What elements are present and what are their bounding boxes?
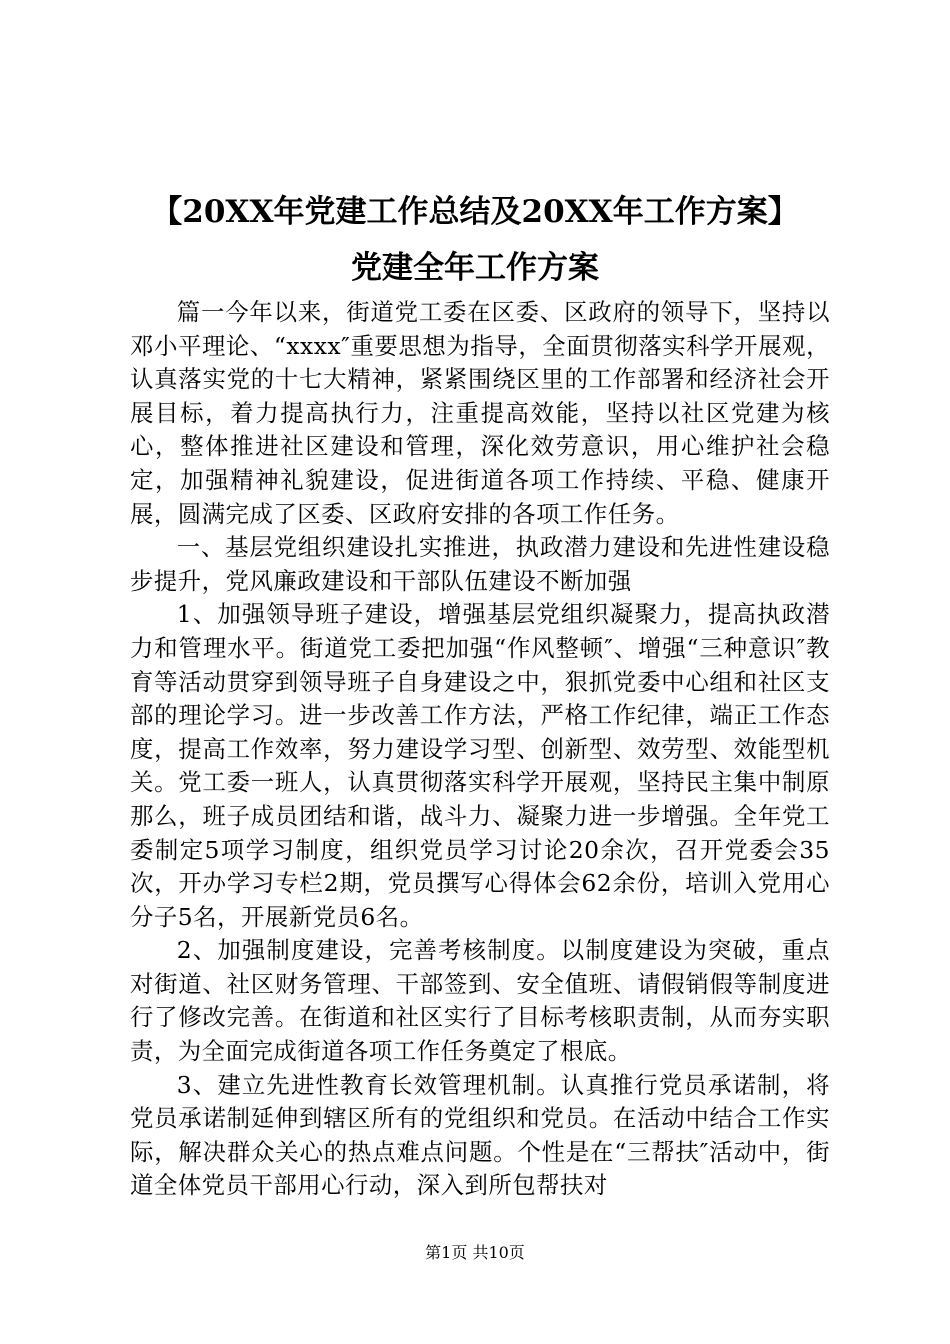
paragraph-section-1-heading: 一、基层党组织建设扎实推进，执政潜力建设和先进性建设稳步提升，党风廉政建设和干部队伍建设不断加强 [130, 533, 830, 595]
page-footer: 第1页 共10页 [425, 1243, 525, 1262]
paragraph-intro: 篇一今年以来，街道党工委在区委、区政府的领导下，坚持以邓小平理论、“xxxx″重要思想为指导，全面贯彻落实科学开展观，认真落实党的十七大精神，紧紧围绕区里的工作部署和经济社会开展目标，着力提高执行力，注重提高效能，坚持以社区党建为核心，整体推进社区建设和管理，深化效劳意识，用心维护社会稳定，加强精神礼貌建设，促进街道各项工作持续、平稳、健康开展，圆满完成了区委、区政府安排的各项工作任务。 [130, 298, 830, 528]
paragraph-item-1: 1、加强领导班子建设，增强基层党组织凝聚力，提高执政潜力和管理水平。街道党工委把加强“作风整顿″、增强“三种意识″教育等活动贯穿到领导班子自身建设之中，狠抓党委中心组和社区支部的理论学习。进一步改善工作方法，严格工作纪律，端正工作态度，提高工作效率，努力建设学习型、创新型、效劳型、效能型机关。党工委一班人，认真贯彻落实科学开展观，坚持民主集中制原那么，班子成员团结和谐，战斗力、凝聚力进一步增强。全年党工委制定5项学习制度，组织党员学习讨论20余次，召开党委会35次，开办学习专栏2期，党员撰写心得体会62余份，培训入党用心分子5名，开展新党员6名。 [130, 600, 830, 931]
document-title-line-2: 党建全年工作方案 [351, 250, 599, 286]
paragraph-item-2: 2、加强制度建设，完善考核制度。以制度建设为突破，重点对街道、社区财务管理、干部签到、安全值班、请假销假等制度进行了修改完善。在街道和社区实行了目标考核职责制，从而夯实职责，为全面完成街道各项工作任务奠定了根底。 [130, 936, 830, 1066]
document-body [130, 296, 830, 1203]
document-title-line-1: 【20XX年党建工作总结及20XX年工作方案】 [151, 194, 799, 230]
paragraph-item-3: 3、建立先进性教育长效管理机制。认真推行党员承诺制，将党员承诺制延伸到辖区所有的党组织和党员。在活动中结合工作实际，解决群众关心的热点难点问题。个性是在“三帮扶″活动中，街道全体党员干部用心行动，深入到所包帮扶对 [130, 1070, 830, 1200]
